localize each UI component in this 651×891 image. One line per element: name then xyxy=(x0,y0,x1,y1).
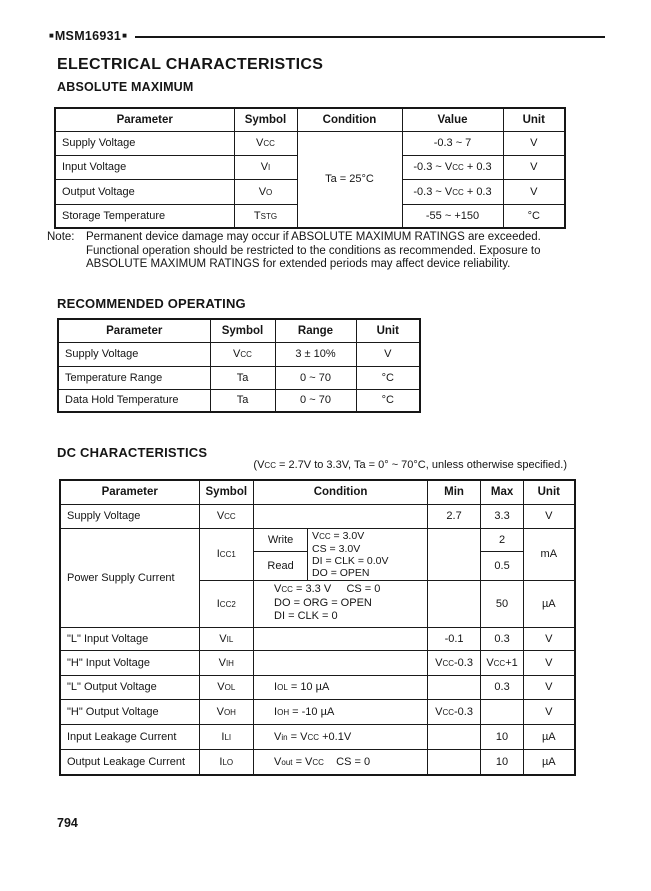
range-cell: 0 ~ 70 xyxy=(275,389,356,412)
symbol-cell: ILI xyxy=(199,724,254,749)
unit-cell: V xyxy=(356,342,420,366)
value-cell: -0.3 ~ VCC + 0.3 xyxy=(402,179,503,204)
condition-cell xyxy=(254,627,428,650)
col-header: Symbol xyxy=(199,480,254,504)
param-cell: Power Supply Current xyxy=(60,528,199,627)
condition-cell: Vout = VCC CS = 0 xyxy=(254,749,428,775)
param-cell: Supply Voltage xyxy=(58,342,210,366)
col-header: Unit xyxy=(356,319,420,342)
symbol-cell: VIL xyxy=(199,627,254,650)
max-cell xyxy=(481,699,524,724)
symbol-cell: TSTG xyxy=(234,204,297,228)
condition-line: CS = 3.0V xyxy=(312,542,361,555)
param-cell: "H" Output Voltage xyxy=(60,699,199,724)
condition-line: VCC = 3.0V xyxy=(312,529,365,542)
condition-line: DO = ORG = OPEN xyxy=(274,596,372,609)
col-header: Symbol xyxy=(210,319,275,342)
param-cell: Output Voltage xyxy=(55,179,234,204)
condition-line: DO = OPEN xyxy=(312,566,370,579)
table-row xyxy=(58,342,420,366)
min-cell: VCC-0.3 xyxy=(428,650,481,675)
min-cell xyxy=(428,749,481,775)
symbol-cell: Ta xyxy=(210,366,275,389)
table-header-row xyxy=(58,319,420,342)
symbol-cell: VIH xyxy=(199,650,254,675)
absolute-maximum-table xyxy=(54,107,566,229)
col-header: Parameter xyxy=(55,108,234,131)
unit-cell: µA xyxy=(524,580,575,627)
max-cell: 0.3 xyxy=(481,627,524,650)
condition-cell: Vin = VCC +0.1V xyxy=(254,724,428,749)
param-cell: Data Hold Temperature xyxy=(58,389,210,412)
note-line: Permanent device damage may occur if ABSOLUTE MAXIMUM RATINGS are exceeded. xyxy=(86,231,541,243)
symbol-cell: ICC1 xyxy=(199,528,254,580)
unit-cell: µA xyxy=(524,724,575,749)
page-number: 794 xyxy=(57,816,78,830)
symbol-cell: ILO xyxy=(199,749,254,775)
max-cell: VCC+1 xyxy=(481,650,524,675)
param-cell: Supply Voltage xyxy=(60,504,199,528)
symbol-cell: VCC xyxy=(210,342,275,366)
table-header-row xyxy=(60,480,575,504)
note-line: Functional operation should be restricted to the conditions as recommended. Exposure to xyxy=(86,244,541,257)
condition-cell: IOL = 10 µA xyxy=(254,675,428,699)
unit-cell: °C xyxy=(356,366,420,389)
min-cell xyxy=(428,724,481,749)
table-row xyxy=(60,528,575,552)
table-row xyxy=(60,504,575,528)
unit-cell: V xyxy=(524,699,575,724)
table-header-row xyxy=(55,108,565,131)
col-header: Unit xyxy=(503,108,565,131)
min-cell xyxy=(428,675,481,699)
condition-line: DI = CLK = 0 xyxy=(274,610,338,623)
param-cell: Storage Temperature xyxy=(55,204,234,228)
max-cell: 0.3 xyxy=(481,675,524,699)
table-row xyxy=(60,675,575,699)
unit-cell: V xyxy=(503,155,565,179)
table-row xyxy=(60,749,575,775)
condition-cell xyxy=(254,504,428,528)
write-mode-cell: Write xyxy=(254,528,308,552)
part-number: MSM16931 xyxy=(54,29,122,43)
dc-characteristics-table xyxy=(59,479,576,776)
min-cell xyxy=(428,580,481,627)
col-header: Parameter xyxy=(58,319,210,342)
value-cell: -0.3 ~ 7 xyxy=(402,131,503,155)
range-cell: 3 ± 10% xyxy=(275,342,356,366)
min-cell: -0.1 xyxy=(428,627,481,650)
value-cell: -55 ~ +150 xyxy=(402,204,503,228)
param-cell: "L" Input Voltage xyxy=(60,627,199,650)
symbol-cell: ICC2 xyxy=(199,580,254,627)
table-row xyxy=(60,627,575,650)
note-line: ABSOLUTE MAXIMUM RATINGS for extended periods may affect device reliability. xyxy=(86,258,511,271)
col-header: Min xyxy=(428,480,481,504)
param-cell: Output Leakage Current xyxy=(60,749,199,775)
unit-cell: V xyxy=(503,179,565,204)
section-heading-recommended-operating: RECOMMENDED OPERATING xyxy=(57,296,246,311)
unit-cell: V xyxy=(524,650,575,675)
unit-cell: °C xyxy=(503,204,565,228)
condition-line: DI = CLK = 0.0V xyxy=(312,554,389,567)
condition-cell: Ta = 25°C xyxy=(297,131,402,228)
col-header: Condition xyxy=(297,108,402,131)
header-rule xyxy=(135,36,605,38)
table-row xyxy=(55,131,565,155)
condition-cell xyxy=(308,528,428,580)
unit-cell: °C xyxy=(356,389,420,412)
param-cell: Input Voltage xyxy=(55,155,234,179)
recommended-operating-table xyxy=(57,318,421,413)
symbol-cell: Ta xyxy=(210,389,275,412)
col-header: Condition xyxy=(254,480,428,504)
col-header: Unit xyxy=(524,480,575,504)
table-row xyxy=(60,724,575,749)
section-heading-absolute-maximum: ABSOLUTE MAXIMUM xyxy=(57,80,194,94)
page-title: ELECTRICAL CHARACTERISTICS xyxy=(57,56,324,73)
symbol-cell: VI xyxy=(234,155,297,179)
min-cell xyxy=(428,528,481,580)
unit-cell: mA xyxy=(524,528,575,580)
table-row xyxy=(60,699,575,724)
read-mode-cell: Read xyxy=(254,552,308,580)
symbol-cell: VCC xyxy=(234,131,297,155)
unit-cell: V xyxy=(524,675,575,699)
unit-cell: V xyxy=(524,627,575,650)
col-header: Symbol xyxy=(234,108,297,131)
param-cell: "L" Output Voltage xyxy=(60,675,199,699)
unit-cell: V xyxy=(503,131,565,155)
dc-conditions-note: (VCC = 2.7V to 3.3V, Ta = 0° ~ 70°C, unless otherwise specified.) xyxy=(253,459,567,471)
param-cell: Temperature Range xyxy=(58,366,210,389)
col-header: Range xyxy=(275,319,356,342)
max-cell: 50 xyxy=(481,580,524,627)
range-cell: 0 ~ 70 xyxy=(275,366,356,389)
min-cell: VCC-0.3 xyxy=(428,699,481,724)
param-cell: "H" Input Voltage xyxy=(60,650,199,675)
max-cell: 2 xyxy=(481,528,524,552)
condition-line: VCC = 3.3 V CS = 0 xyxy=(274,583,381,596)
note-label: Note: xyxy=(47,231,75,243)
value-cell: -0.3 ~ VCC + 0.3 xyxy=(402,155,503,179)
param-cell: Supply Voltage xyxy=(55,131,234,155)
col-header: Max xyxy=(481,480,524,504)
symbol-cell: VOH xyxy=(199,699,254,724)
note-block xyxy=(47,231,541,272)
condition-cell xyxy=(254,580,428,627)
table-row xyxy=(60,650,575,675)
max-cell: 0.5 xyxy=(481,552,524,580)
max-cell: 10 xyxy=(481,724,524,749)
max-cell: 3.3 xyxy=(481,504,524,528)
table-row xyxy=(58,366,420,389)
note-body xyxy=(86,231,541,272)
section-heading-dc-characteristics: DC CHARACTERISTICS xyxy=(57,445,208,460)
table-row xyxy=(58,389,420,412)
symbol-cell: VCC xyxy=(199,504,254,528)
page-header xyxy=(48,29,605,43)
unit-cell: V xyxy=(524,504,575,528)
max-cell: 10 xyxy=(481,749,524,775)
square-bullet-icon: ■ xyxy=(49,31,54,40)
param-cell: Input Leakage Current xyxy=(60,724,199,749)
square-bullet-icon: ■ xyxy=(122,31,128,40)
col-header: Parameter xyxy=(60,480,199,504)
col-header: Value xyxy=(402,108,503,131)
condition-cell xyxy=(254,650,428,675)
symbol-cell: VOL xyxy=(199,675,254,699)
unit-cell: µA xyxy=(524,749,575,775)
symbol-cell: VO xyxy=(234,179,297,204)
condition-cell: IOH = -10 µA xyxy=(254,699,428,724)
min-cell: 2.7 xyxy=(428,504,481,528)
